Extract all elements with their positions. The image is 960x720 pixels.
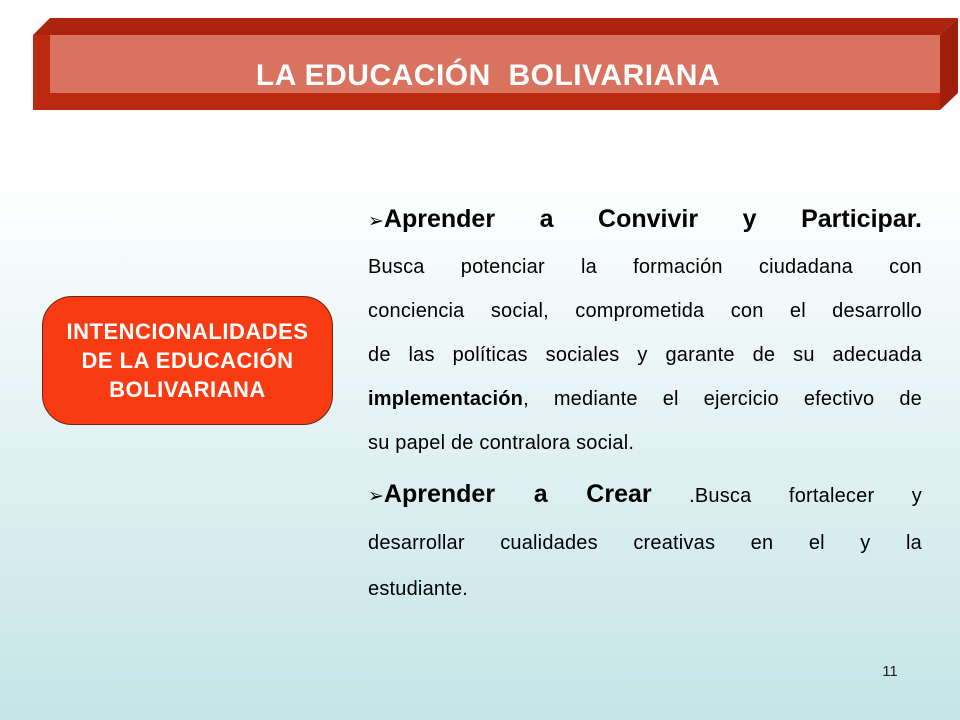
intentions-box-line: BOLIVARIANA — [109, 377, 266, 402]
intentions-box — [42, 296, 333, 425]
paragraph-line — [368, 377, 922, 421]
bullet-heading-line — [368, 468, 922, 520]
banner-top-face — [33, 18, 958, 35]
bullet-item-crear — [368, 468, 922, 612]
page-number: 11 — [882, 663, 898, 680]
intentions-box-line: DE LA EDUCACIÓN — [81, 348, 294, 373]
bullet-heading-line — [368, 193, 922, 245]
paragraph-line: Busca potenciar la formación ciudadana con — [368, 256, 922, 278]
slide-title: LA EDUCACIÓN BOLIVARIANA — [255, 59, 721, 92]
bullet-heading: Aprender a Crear — [383, 480, 652, 508]
paragraph-line: conciencia social, comprometida con el desarrollo — [368, 300, 922, 322]
paragraph-line: su papel de contralora social. — [368, 432, 635, 454]
intentions-box-line: INTENCIONALIDADES — [66, 319, 309, 344]
bullet-heading: Aprender a Convivir y Participar. — [383, 205, 922, 233]
content-block — [368, 193, 922, 612]
arrow-bullet-icon: ➢ — [368, 485, 384, 507]
paragraph-text: , mediante el ejercicio efectivo de — [523, 388, 922, 410]
emphasized-word: implementación — [368, 388, 524, 410]
arrow-bullet-icon: ➢ — [368, 210, 384, 232]
paragraph-line: desarrollar cualidades creativas en el y la — [368, 532, 922, 554]
paragraph-line: de las políticas sociales y garante de su adecuada — [368, 344, 922, 366]
paragraph-text: .Busca fortalecer y — [689, 485, 922, 507]
paragraph-line: estudiante. — [368, 578, 469, 600]
bullet-item-convivir — [368, 193, 922, 465]
